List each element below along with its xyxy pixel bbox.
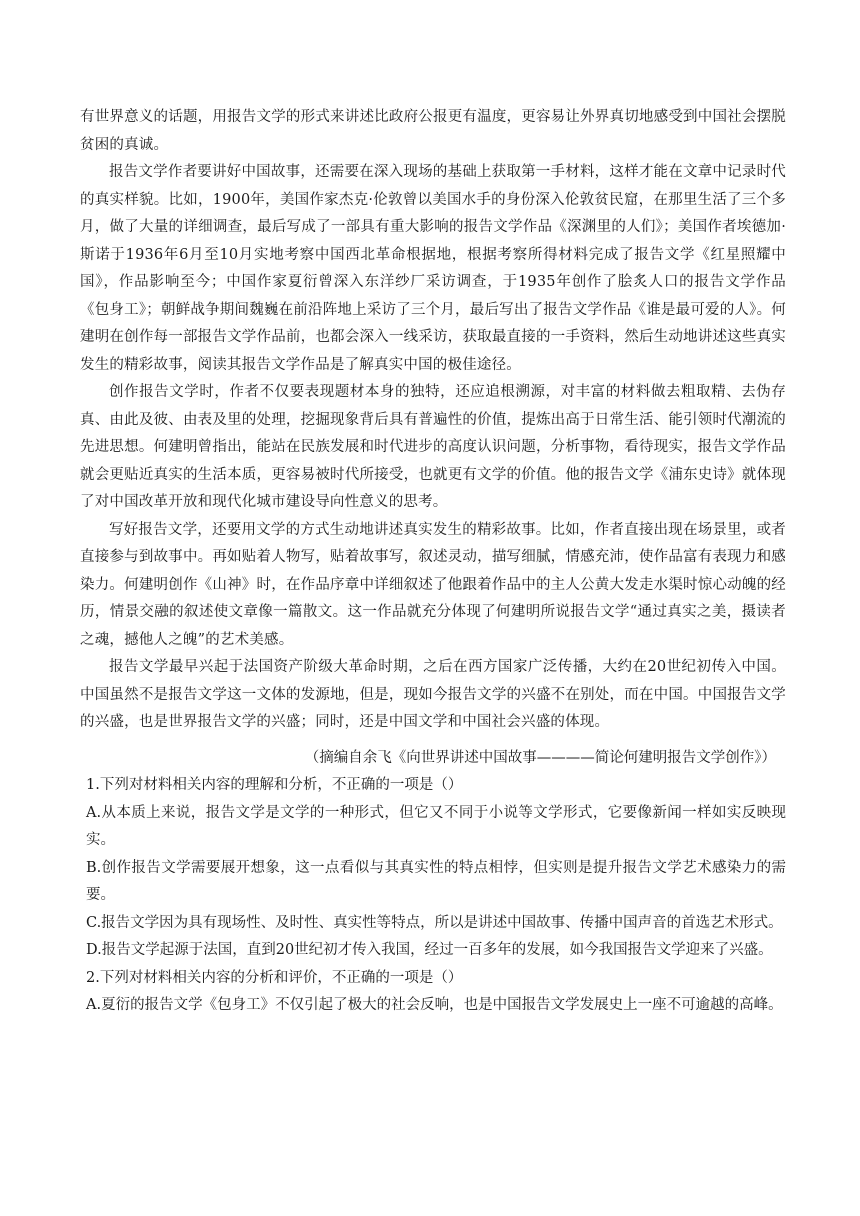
question-option-c: C.报告文学因为具有现场性、及时性、真实性等特点，所以是讲述中国故事、传播中国声音的首选艺术形式。 [86,914,783,931]
paragraph-origin: 报告文学最早兴起于法国资产阶级大革命时期，之后在西方国家广泛传播，大约在20世纪初传入中国。中国虽然不是报告文学这一文体的发源地，但是，现如今报告文学的兴盛不在别处，而在中国。中国报告文学的兴盛，也是世界报告文学的兴盛；同时，还是中国文学和中国社会兴盛的体现。 [80,659,786,730]
paragraph-first-hand-material: 报告文学作者要讲好中国故事，还需要在深入现场的基础上获取第一手材料，这样才能在文章中记录时代的真实样貌。比如，1900年，美国作家杰克·伦敦曾以美国水手的身份深入伦敦贫民窟，在那里生活了三个多月，做了大量的详细调查，最后写成了一部具有重大影响的报告文学作品《深渊里的人们》；美国作者埃德加·斯诺于1936年6月至10月实地考察中国西北革命根据地，根据考察所得材料完成了报告文学《红星照耀中国》，作品影响至今；中国作家夏衍曾深入东洋纱厂采访调查，于1935年创作了脍炙人口的报告文学作品《包身工》；朝鲜战争期间魏巍在前沿阵地上采访了三个月，最后写出了报告文学作品《谁是最可爱的人》。何建明在创作每一部报告文学作品前，也都会深入一线采访，获取最直接的一手资料，然后生动地讲述这些真实发生的精彩故事，阅读其报告文学作品是了解真实中国的极佳途径。 [80,164,786,373]
question-option-d: D.报告文学起源于法国，直到20世纪初才传入我国，经过一百多年的发展，如今我国报告文学迎来了兴盛。 [86,942,773,958]
question-stem: 2.下列对材料相关内容的分析和评价，不正确的一项是（） [86,969,463,986]
question-option-b: B.创作报告文学需要展开想象，这一点看似与其真实性的特点相悖，但实则是提升报告文学艺术感染力的需要。 [86,859,786,903]
question-option-a: A.从本质上来说，报告文学是文学的一种形式，但它又不同于小说等文学形式，它要像新闻一样如实反映现实。 [86,804,786,848]
question-option-a: A.夏衍的报告文学《包身工》不仅引起了极大的社会反响，也是中国报告文学发展史上一座不可逾越的高峰。 [86,997,783,1013]
article-source: （摘编自余飞《向世界讲述中国故事————简论何建明报告文学创作》） [304,749,776,766]
question-stem: 1.下列对材料相关内容的理解和分析，不正确的一项是（） [86,777,463,793]
document-page [80,104,786,1020]
question-2 [80,965,786,1020]
paragraph-literary-method: 写好报告文学，还要用文学的方式生动地讲述真实发生的精彩故事。比如，作者直接出现在场景里，或者直接参与到故事中。再如贴着人物写，贴着故事写，叙述灵动，描写细腻，情感充沛，使作品富有表现力和感染力。何建明创作《山神》时，在作品序章中详细叙述了他跟着作品中的主人公黄大发走水渠时惊心动魄的经历，情景交融的叙述使文章像一篇散文。这一作品就充分体现了何建明所说报告文学“通过真实之美，摄读者之魂，撼他人之魄”的艺术美感。 [80,521,786,648]
paragraph-continued: 有世界意义的话题，用报告文学的形式来讲述比政府公报更有温度，更容易让外界真切地感受到中国社会摆脱贫困的真诚。 [80,109,786,153]
question-1 [80,772,786,965]
paragraph-trace-source: 创作报告文学时，作者不仅要表现题材本身的独特，还应追根溯源，对丰富的材料做去粗取精、去伪存真、由此及彼、由表及里的处理，挖掘现象背后具有普遍性的价值，提炼出高于日常生活、能引领时代潮流的先进思想。何建明曾指出，能站在民族发展和时代进步的高度认识问题，分析事物，看待现实，报告文学作品就会更贴近真实的生活本质，更容易被时代所接受，也就更有文学的价值。他的报告文学《浦东史诗》就体现了对中国改革开放和现代化城市建设导向性意义的思考。 [80,384,786,510]
